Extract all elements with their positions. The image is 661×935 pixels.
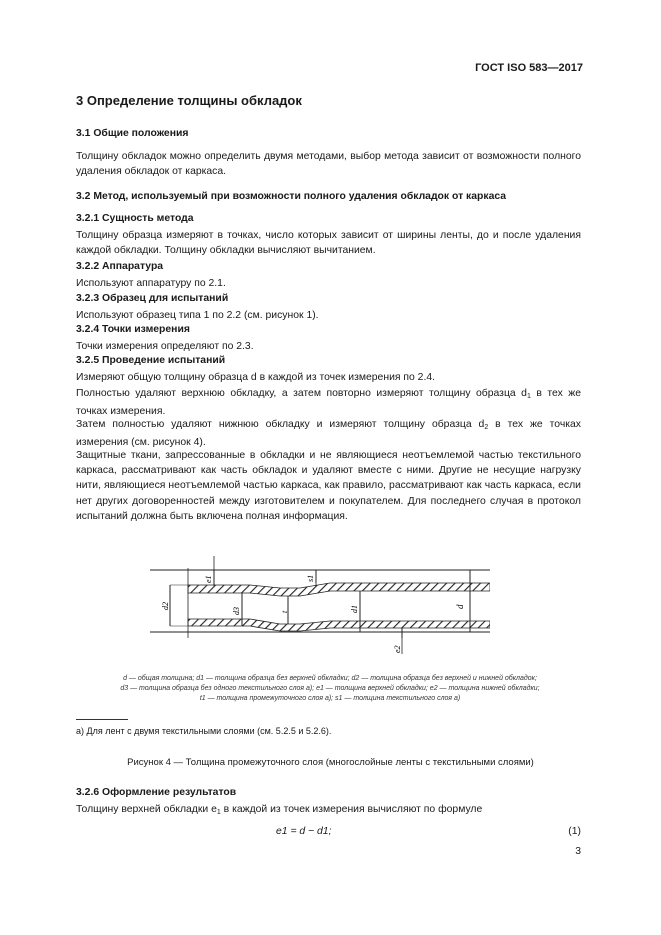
document-header: ГОСТ ISO 583—2017 [475,62,583,74]
section-3-2-5-para-1: Измеряют общую толщину образца d в каждой из точек измерения по 2.4. [76,372,436,383]
section-3-2-6-text: Толщину верхней обкладки $e_1$ в каждой из точек измерения вычисляют по формуле [76,804,483,816]
section-3-2-5-para-4: Защитные ткани, запрессованные в обкладки и не являющиеся неотъемлемой частью текстильного каркаса, рассматривают как часть обкладок и удаляют вместе с ними. Другие не несущие нагрузку нити, являющиеся неотъемлемой частью каркаса, как правило, рассматривают как часть каркаса, если нет других договоренностей между изготовителем и покупателем. Для последнего случая в протокол испытаний должна быть включена полная информация. [76,450,581,522]
label-d1: d1 [350,605,359,613]
label-s1: s1 [306,574,315,582]
section-3-title: 3 Определение толщины обкладок [76,93,302,108]
section-3-2-4-text: Точки измерения определяют по 2.3. [76,341,254,352]
section-3-2-2-text: Используют аппаратуру по 2.1. [76,278,226,289]
upper-textile-layer [188,583,490,596]
section-3-2-6-title: 3.2.6 Оформление результатов [76,787,237,798]
lower-textile-layer [188,619,490,631]
section-3-2-4-title: 3.2.4 Точки измерения [76,324,190,335]
figure-legend-line-1: d — общая толщина; d1 — толщина образца без верхней обкладки; d2 — толщина образца без верхней и нижней обкладок; [123,675,537,682]
formula-1: e1 = d − d1; [276,826,332,837]
label-t: t [280,610,289,613]
figure-legend-line-3: t1 — толщина промежуточного слоя a); s1 — толщина текстильного слоя a) [199,695,461,702]
section-3-2-1-text: Толщину образца измеряют в точках, число которых зависит от ширины ленты, до и после удаления каждой обкладки. Толщину обкладки вычисляют вычитанием. [76,230,581,257]
figure-4-belt-cross-section [150,548,490,658]
section-3-2-2-title: 3.2.2 Аппаратура [76,261,164,272]
section-3-2-3-text: Используют образец типа 1 по 2.2 (см. рисунок 1). [76,310,319,321]
section-3-2-5-para-3: Затем полностью удаляют нижнюю обкладку и измеряют толщину образца $d_2$ в тех же точках измерения (см. рисунок 4). [76,419,581,449]
page-number: 3 [575,846,581,857]
figure-legend-line-2: d3 — толщина образца без одного текстильного слоя a); e1 — толщина верхней обкладки; e2 — толщина нижней обкладки; [120,685,540,692]
figure-caption: Рисунок 4 — Толщина промежуточного слоя (многослойные ленты с текстильными слоями) [127,757,534,768]
section-3-2-5-title: 3.2.5 Проведение испытаний [76,355,226,366]
label-d: d [455,604,465,609]
label-e2: e2 [393,645,402,653]
footnote: a) Для лент с двумя текстильными слоями (см. 5.2.5 и 5.2.6). [76,726,332,736]
label-d2: d2 [161,602,170,610]
section-3-2-1-title: 3.2.1 Сущность метода [76,213,194,224]
section-3-2-title: 3.2 Метод, используемый при возможности полного удаления обкладок от каркаса [76,191,507,202]
section-3-1-title: 3.1 Общие положения [76,128,189,139]
section-3-2-5-para-2: Полностью удаляют верхнюю обкладку, а затем повторно измеряют толщину образца $d_1$ в тех же точках измерения. [76,388,581,418]
label-d3: d3 [232,607,241,615]
section-3-2-3-title: 3.2.3 Образец для испытаний [76,293,229,304]
section-3-1-text: Толщину обкладок можно определить двумя методами, выбор метода зависит от возможности полного удаления обкладок от каркаса. [76,151,581,178]
formula-1-number: (1) [568,826,581,837]
label-e1: e1 [204,575,213,583]
footnote-rule [76,719,128,720]
